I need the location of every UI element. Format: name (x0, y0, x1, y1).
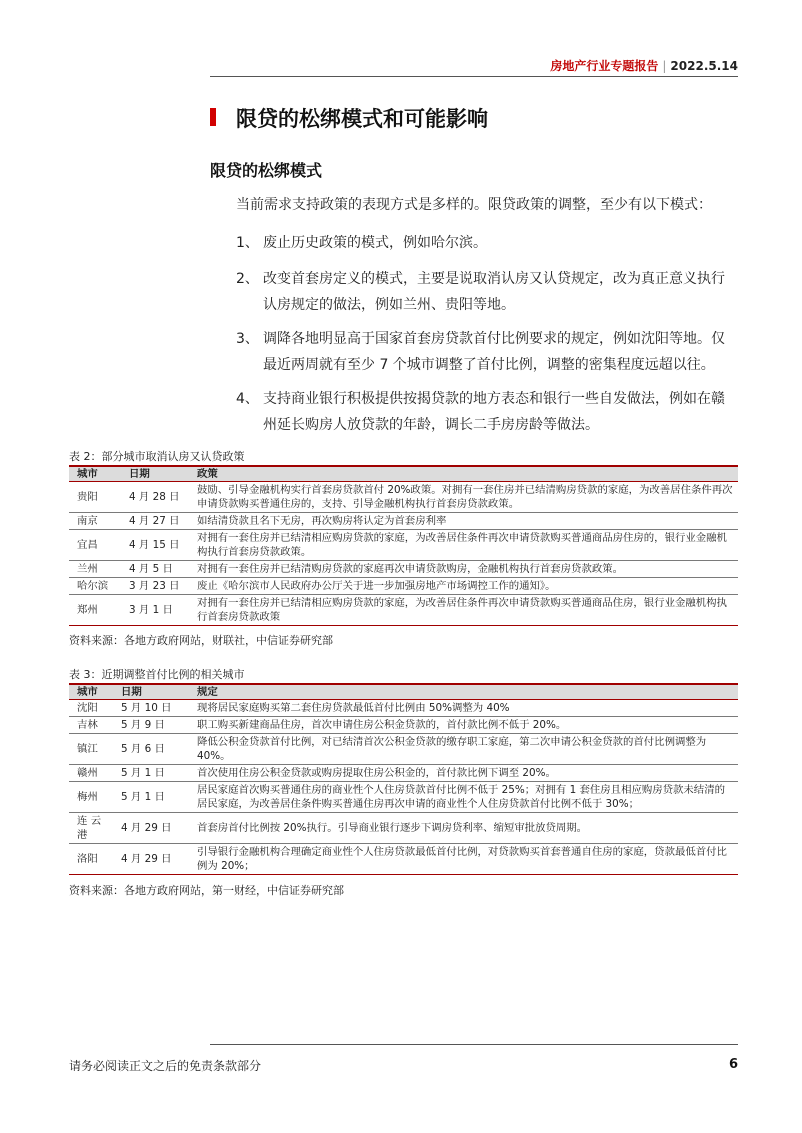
table-row (69, 482, 738, 513)
list-item-number: 2、 (236, 271, 259, 287)
column-header: 政策 (189, 466, 738, 482)
list-item (236, 230, 738, 256)
report-title: 房地产行业专题报告 (550, 59, 659, 73)
header-rule (210, 76, 738, 77)
list-item-number: 4、 (236, 391, 259, 407)
table-row (69, 561, 738, 578)
rule-cell: 首次使用住房公积金贷款或购房提取住房公积金的，首付款比例下调至 20%。 (189, 765, 738, 782)
list-item-text: 废止历史政策的模式，例如哈尔滨。 (263, 235, 487, 251)
date-cell: 4 月 5 日 (121, 561, 189, 578)
date-cell: 3 月 1 日 (121, 595, 189, 626)
city-cell: 哈尔滨 (69, 578, 121, 595)
page-number: 6 (728, 1057, 738, 1072)
table3-source: 资料来源：各地方政府网站，第一财经，中信证券研究部 (69, 884, 344, 897)
rule-cell: 职工购买新建商品住房，首次申请住房公积金贷款的，首付款比例不低于 20%。 (189, 717, 738, 734)
city-cell: 连 云 港 (69, 813, 113, 844)
date-cell: 4 月 27 日 (121, 513, 189, 530)
table-row (69, 813, 738, 844)
city-cell: 沈阳 (69, 700, 113, 717)
city-cell: 镇江 (69, 734, 113, 765)
table-row (69, 700, 738, 717)
rule-cell: 首套房首付比例按 20%执行。引导商业银行逐步下调房贷利率、缩短审批放贷周期。 (189, 813, 738, 844)
header-separator: | (662, 59, 667, 73)
city-cell: 宜昌 (69, 530, 121, 561)
subsection-title: 限贷的松绑模式 (210, 161, 323, 180)
rule-cell: 引导银行金融机构合理确定商业性个人住房贷款最低首付比例，对贷款购买首套普通自住房的家庭，贷款最低首付比例为 20%； (189, 844, 738, 875)
city-cell: 郑州 (69, 595, 121, 626)
column-header: 日期 (113, 684, 189, 700)
policy-cell: 对拥有一套住房并已结清购房贷款的家庭再次申请贷款购房，金融机构执行首套房贷款政策。 (189, 561, 738, 578)
list-item-number: 3、 (236, 331, 259, 347)
table-row (69, 782, 738, 813)
column-header: 规定 (189, 684, 738, 700)
rule-cell: 现将居民家庭购买第二套住房贷款最低首付比例由 50%调整为 40% (189, 700, 738, 717)
table2-source: 资料来源：各地方政府网站，财联社，中信证券研究部 (69, 634, 333, 647)
table2 (69, 465, 738, 626)
date-cell: 5 月 1 日 (113, 782, 189, 813)
date-cell: 4 月 29 日 (113, 844, 189, 875)
table-row (69, 765, 738, 782)
intro-paragraph: 当前需求支持政策的表现方式是多样的。限贷政策的调整，至少有以下模式： (236, 197, 712, 213)
report-header (520, 57, 738, 74)
policy-cell: 对拥有一套住房并已结清相应购房贷款的家庭，为改善居住条件再次申请贷款购买普通商品住房，银行业金融机构执行首套房贷款政策 (189, 595, 738, 626)
table-row (69, 734, 738, 765)
list-item-text: 支持商业银行积极提供按揭贷款的地方表态和银行一些自发做法，例如在赣州延长购房人放贷款的年龄，调长二手房房龄等做法。 (263, 391, 725, 433)
list-item (236, 266, 738, 318)
column-header: 日期 (121, 466, 189, 482)
date-cell: 3 月 23 日 (121, 578, 189, 595)
footer-rule (210, 1044, 738, 1045)
table-row (69, 595, 738, 626)
rule-cell: 居民家庭首次购买普通住房的商业性个人住房贷款首付比例不低于 25%；对拥有 1 套住房且相应购房贷款未结清的居民家庭，为改善居住条件购买普通住房再次申请的商业性个人住房贷款首付比例不低于 30%； (189, 782, 738, 813)
policy-cell: 如结清贷款且名下无房，再次购房将认定为首套房利率 (189, 513, 738, 530)
city-cell: 梅州 (69, 782, 113, 813)
table2-caption: 表 2：部分城市取消认房又认贷政策 (69, 450, 245, 463)
city-cell: 南京 (69, 513, 121, 530)
table-row (69, 844, 738, 875)
city-cell: 兰州 (69, 561, 121, 578)
date-cell: 5 月 10 日 (113, 700, 189, 717)
date-cell: 5 月 1 日 (113, 765, 189, 782)
table-row (69, 717, 738, 734)
city-cell: 贵阳 (69, 482, 121, 513)
policy-cell: 对拥有一套住房并已结清相应购房贷款的家庭，为改善居住条件再次申请贷款购买普通商品房住房的，银行业金融机构执行首套房贷款政策。 (189, 530, 738, 561)
list-item-text: 调降各地明显高于国家首套房贷款首付比例要求的规定，例如沈阳等地。仅最近两周就有至少 7 个城市调整了首付比例，调整的密集程度远超以往。 (263, 331, 725, 373)
date-cell: 4 月 28 日 (121, 482, 189, 513)
table-header-row (69, 684, 738, 700)
report-date: 2022.5.14 (670, 59, 738, 73)
list-item (236, 326, 738, 378)
disclaimer-text: 请务必阅读正文之后的免责条款部分 (69, 1059, 262, 1073)
date-cell: 4 月 29 日 (113, 813, 189, 844)
column-header: 城市 (69, 684, 113, 700)
date-cell: 4 月 15 日 (121, 530, 189, 561)
city-cell: 赣州 (69, 765, 113, 782)
table-row (69, 578, 738, 595)
table3-caption: 表 3：近期调整首付比例的相关城市 (69, 668, 245, 681)
column-header: 城市 (69, 466, 121, 482)
table3 (69, 683, 738, 875)
date-cell: 5 月 9 日 (113, 717, 189, 734)
city-cell: 洛阳 (69, 844, 113, 875)
rule-cell: 降低公积金贷款首付比例，对已结清首次公积金贷款的缴存职工家庭，第二次申请公积金贷款的首付比例调整为 40%。 (189, 734, 738, 765)
policy-cell: 废止《哈尔滨市人民政府办公厅关于进一步加强房地产市场调控工作的通知》。 (189, 578, 738, 595)
list-item-number: 1、 (236, 235, 259, 251)
table-row (69, 530, 738, 561)
list-item-text: 改变首套房定义的模式，主要是说取消认房又认贷规定，改为真正意义执行认房规定的做法，例如兰州、贵阳等地。 (263, 271, 725, 313)
section-marker-bar (210, 108, 216, 126)
section-title: 限贷的松绑模式和可能影响 (236, 107, 488, 131)
city-cell: 吉林 (69, 717, 113, 734)
list-item (236, 386, 738, 438)
date-cell: 5 月 6 日 (113, 734, 189, 765)
table-row (69, 513, 738, 530)
table-header-row (69, 466, 738, 482)
policy-cell: 鼓励、引导金融机构实行首套房贷款首付 20%政策。对拥有一套住房并已结清购房贷款的家庭，为改善居住条件再次申请贷款购买普通住房的，支持、引导金融机构执行首套房贷款政策。 (189, 482, 738, 513)
